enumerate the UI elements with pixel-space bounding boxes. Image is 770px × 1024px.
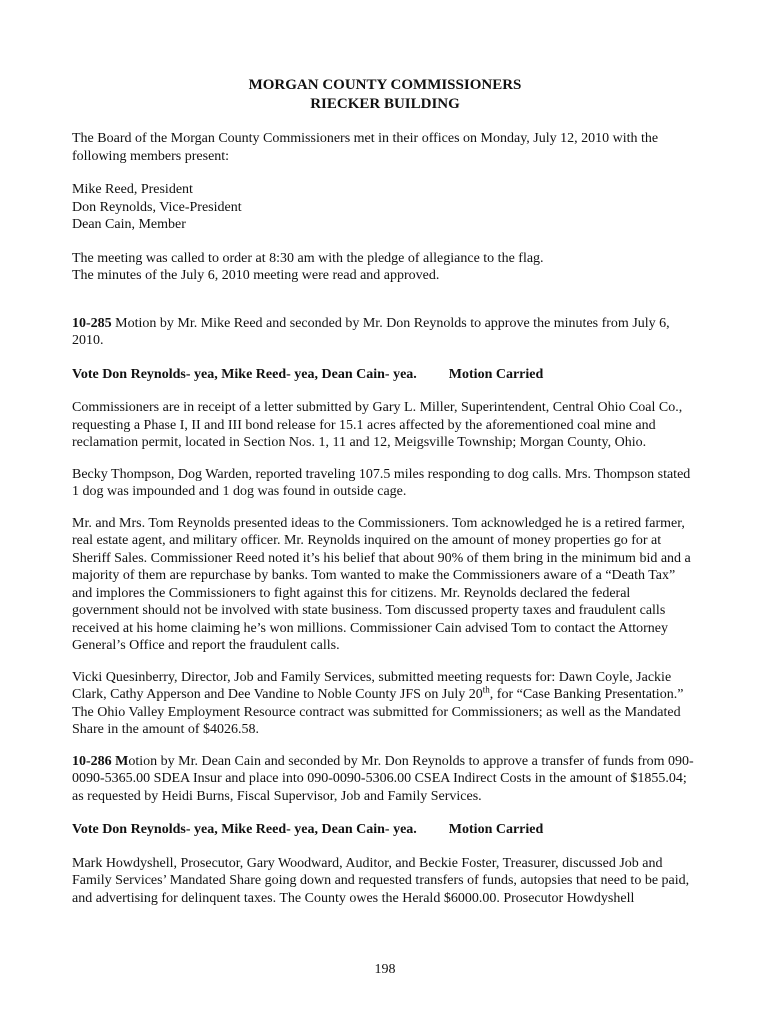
ordinal-suffix: th [482, 684, 490, 695]
motion-result: Motion Carried [448, 822, 544, 837]
motion-number: 10-285 [72, 315, 112, 331]
opening-line: The meeting was called to order at 8:30 am with the pledge of allegiance to the flag. [72, 250, 544, 266]
job-family-text-cont: , for “Case Banking Presentation.” The Ohio Valley Employment Resource contract was submitted for Commissioners; as well as the Mandated Share in the amount of $4026.58. [72, 687, 684, 737]
job-family-text: Vicki Quesinberry, Director, Job and Family Services, submitted meeting requests for: Dawn Coyle, Jackie Clark, Cathy Apperson and Dee Vandine to Noble County JFS on July 20 [72, 669, 672, 702]
job-family-paragraph [72, 669, 698, 739]
member-item: Dean Cain, Member [72, 217, 186, 232]
motion-result: Motion Carried [448, 366, 544, 382]
page-number: 198 [374, 962, 396, 977]
member-item: Don Reynolds, Vice-President [72, 199, 242, 215]
intro-paragraph: The Board of the Morgan County Commissioners met in their offices on Monday, July 12, 2010 with the following members present: [72, 131, 659, 164]
reynolds-paragraph: Mr. and Mrs. Tom Reynolds presented ideas to the Commissioners. Tom acknowledged he is a retired farmer, real estate agent, and military officer. Mr. Reynolds inquired on the amount of money properties go for at Sheriff Sales. Commissioner Reed noted it’s his belief that about 90% of them bring in the minimum bid and a majority of them are repurchase by banks. Tom wanted to make the Commissioners aware of a “Death Tax” and implores the Commissioners to fight against this for citizens. Mr. Reynolds declared the federal government should not be involved with state business. Tom discussed property taxes and fraudulent calls received at his home claiming he’s won millions. Commissioner Cain advised Tom to contact the Attorney General’s Office and report the fraudulent calls. [72, 515, 691, 653]
motion-10-286 [72, 753, 698, 806]
vote-line [72, 821, 698, 839]
motion-10-285 [72, 315, 698, 350]
opening-paragraph [72, 250, 698, 285]
motion-number: 10-286 M [72, 753, 129, 769]
member-item: Mike Reed, President [72, 182, 193, 197]
document-page [72, 76, 698, 907]
members-list [72, 181, 698, 234]
motion-text: otion by Mr. Dean Cain and seconded by Mr. Don Reynolds to approve a transfer of funds from 090-0090-5365.00 SDEA Insur and place into 090-0090-5306.00 CSEA Indirect Costs in the amount of $1855.04; as requested by Heidi Burns, Fiscal Supervisor, Job and Family Services. [72, 753, 694, 804]
header-title: MORGAN COUNTY COMMISSIONERS [248, 77, 522, 93]
dog-warden-paragraph: Becky Thompson, Dog Warden, reported traveling 107.5 miles responding to dog calls. Mrs. Thompson stated 1 dog was impounded and 1 dog was found in outside cage. [72, 466, 691, 499]
motion-text: Motion by Mr. Mike Reed and seconded by Mr. Don Reynolds to approve the minutes from July 6, 2010. [72, 315, 670, 348]
vote-line [72, 366, 698, 384]
header-subtitle: RIECKER BUILDING [310, 96, 460, 112]
coal-paragraph: Commissioners are in receipt of a letter submitted by Gary L. Miller, Superintendent, Central Ohio Coal Co., requesting a Phase I, II and III bond release for 15.1 acres affected by the aforementioned coal mine and reclamation permit, located in Section Nos. 1, 11 and 12, Meigsville Township; Morgan County, Ohio. [72, 400, 683, 450]
vote-text: Vote Don Reynolds- yea, Mike Reed- yea, Dean Cain- yea. [72, 366, 417, 382]
minutes-line: The minutes of the July 6, 2010 meeting were read and approved. [72, 268, 440, 283]
howdyshell-paragraph: Mark Howdyshell, Prosecutor, Gary Woodward, Auditor, and Beckie Foster, Treasurer, discussed Job and Family Services’ Mandated Share going down and requested transfers of funds, autopsies that need to be paid, and advertising for delinquent taxes. The County owes the Herald $6000.00. Prosecutor Howdyshell [72, 855, 690, 906]
vote-text: Vote Don Reynolds- yea, Mike Reed- yea, Dean Cain- yea. [72, 822, 417, 837]
